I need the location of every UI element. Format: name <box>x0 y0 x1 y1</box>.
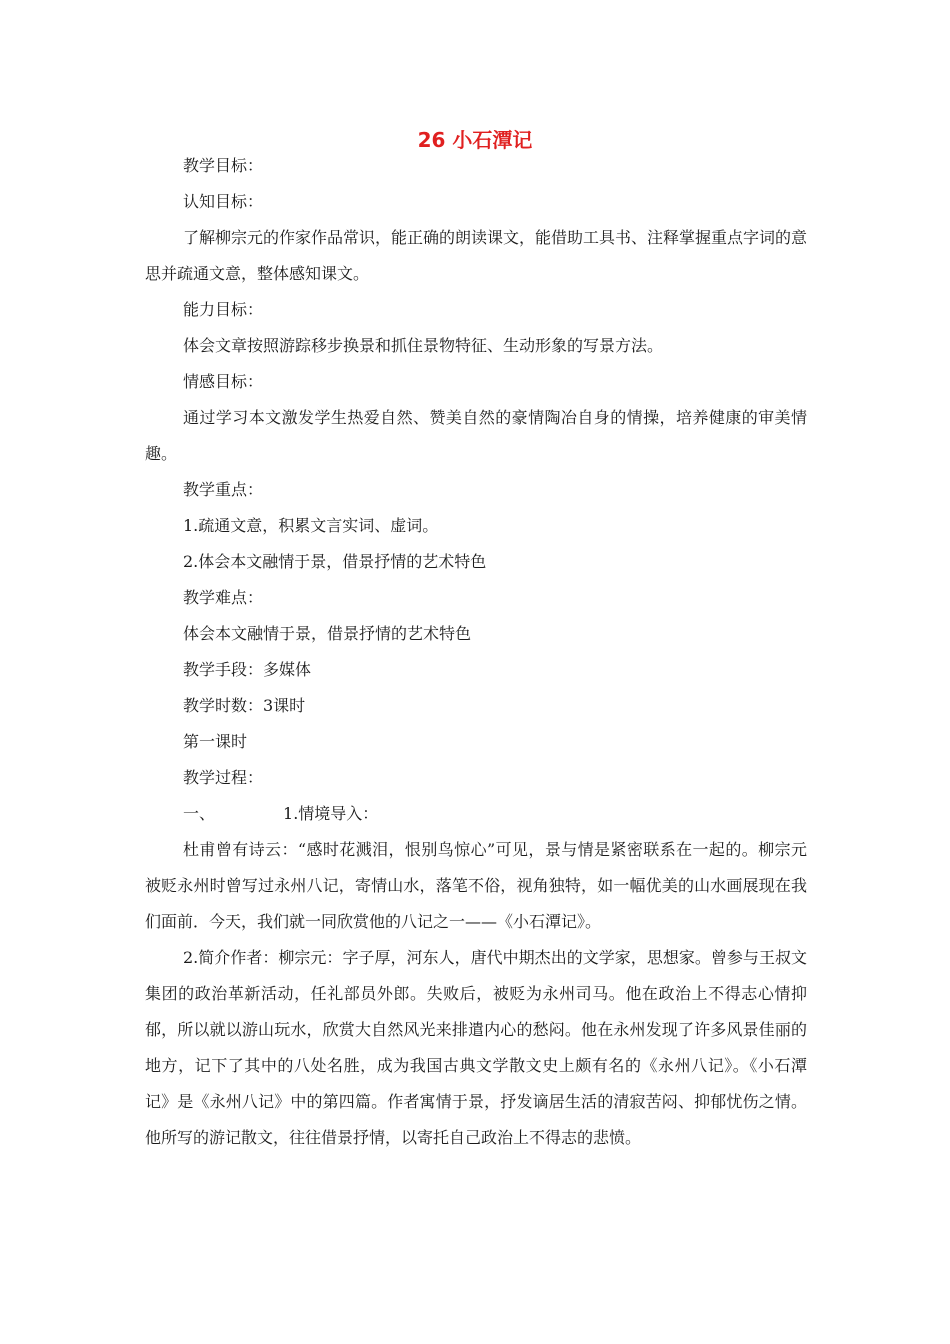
heading-cognitive-goals: 认知目标： <box>183 192 264 211</box>
paragraph-author-intro: 2.简介作者：柳宗元：字子厚，河东人，唐代中期杰出的文学家，思想家。曾参与王叔文集团的政治革新活动，任礼部员外郎。失败后，被贬为永州司马。他在政治上不得志心情抑郁，所以就以游山玩水，欣赏大自然风光来排遣内心的愁闷。他在永州发现了许多风景佳丽的地方，记下了其中的八处名胜，成为我国古典文学散文史上颇有名的《永州八记》。《小石潭记》是《永州八记》中的第四篇。作者寓情于景，抒发谪居生活的清寂苦闷、抑郁忧伤之情。他所写的游记散文，往往借景抒情，以寄托自己政治上不得志的悲愤。 <box>145 948 807 1147</box>
page-title: 26 小石潭记 <box>417 128 533 152</box>
heading-teaching-process: 教学过程： <box>183 768 264 787</box>
paragraph-emotional-goals: 通过学习本文激发学生热爱自然、赞美自然的豪情陶冶自身的情操，培养健康的审美情趣。 <box>145 408 807 463</box>
heading-key-points: 教学重点： <box>183 480 264 499</box>
step-one <box>145 796 807 832</box>
heading-teaching-goals: 教学目标： <box>183 156 264 175</box>
heading-difficult-points: 教学难点： <box>183 588 264 607</box>
heading-ability-goals: 能力目标： <box>183 300 264 319</box>
teaching-means: 教学手段：多媒体 <box>183 660 312 679</box>
paragraph-ability-goals: 体会文章按照游踪移步换景和抓住景物特征、生动形象的写景方法。 <box>183 336 664 355</box>
step-one-text: 1.情境导入： <box>283 804 379 823</box>
teaching-hours: 教学时数：3课时 <box>183 696 306 715</box>
key-point-1: 1.疏通文意，积累文言实词、虚词。 <box>183 516 439 535</box>
heading-emotional-goals: 情感目标： <box>183 372 264 391</box>
paragraph-cognitive-goals: 了解柳宗元的作家作品常识，能正确的朗读课文，能借助工具书、注释掌握重点字词的意思并疏通文意，整体感知课文。 <box>145 228 808 283</box>
step-one-number: 一、 <box>183 804 216 823</box>
key-point-2: 2.体会本文融情于景，借景抒情的艺术特色 <box>183 552 487 571</box>
paragraph-introduction: 杜甫曾有诗云：“感时花溅泪，恨别鸟惊心”可见，景与情是紧密联系在一起的。柳宗元被贬永州时曾写过永州八记，寄情山水，落笔不俗，视角独特，如一幅优美的山水画展现在我们面前．今天，我们就一同欣赏他的八记之一——《小石潭记》。 <box>145 840 807 931</box>
difficult-point: 体会本文融情于景，借景抒情的艺术特色 <box>183 624 472 643</box>
document-body <box>145 148 807 1156</box>
lesson-one-heading: 第一课时 <box>183 732 248 751</box>
